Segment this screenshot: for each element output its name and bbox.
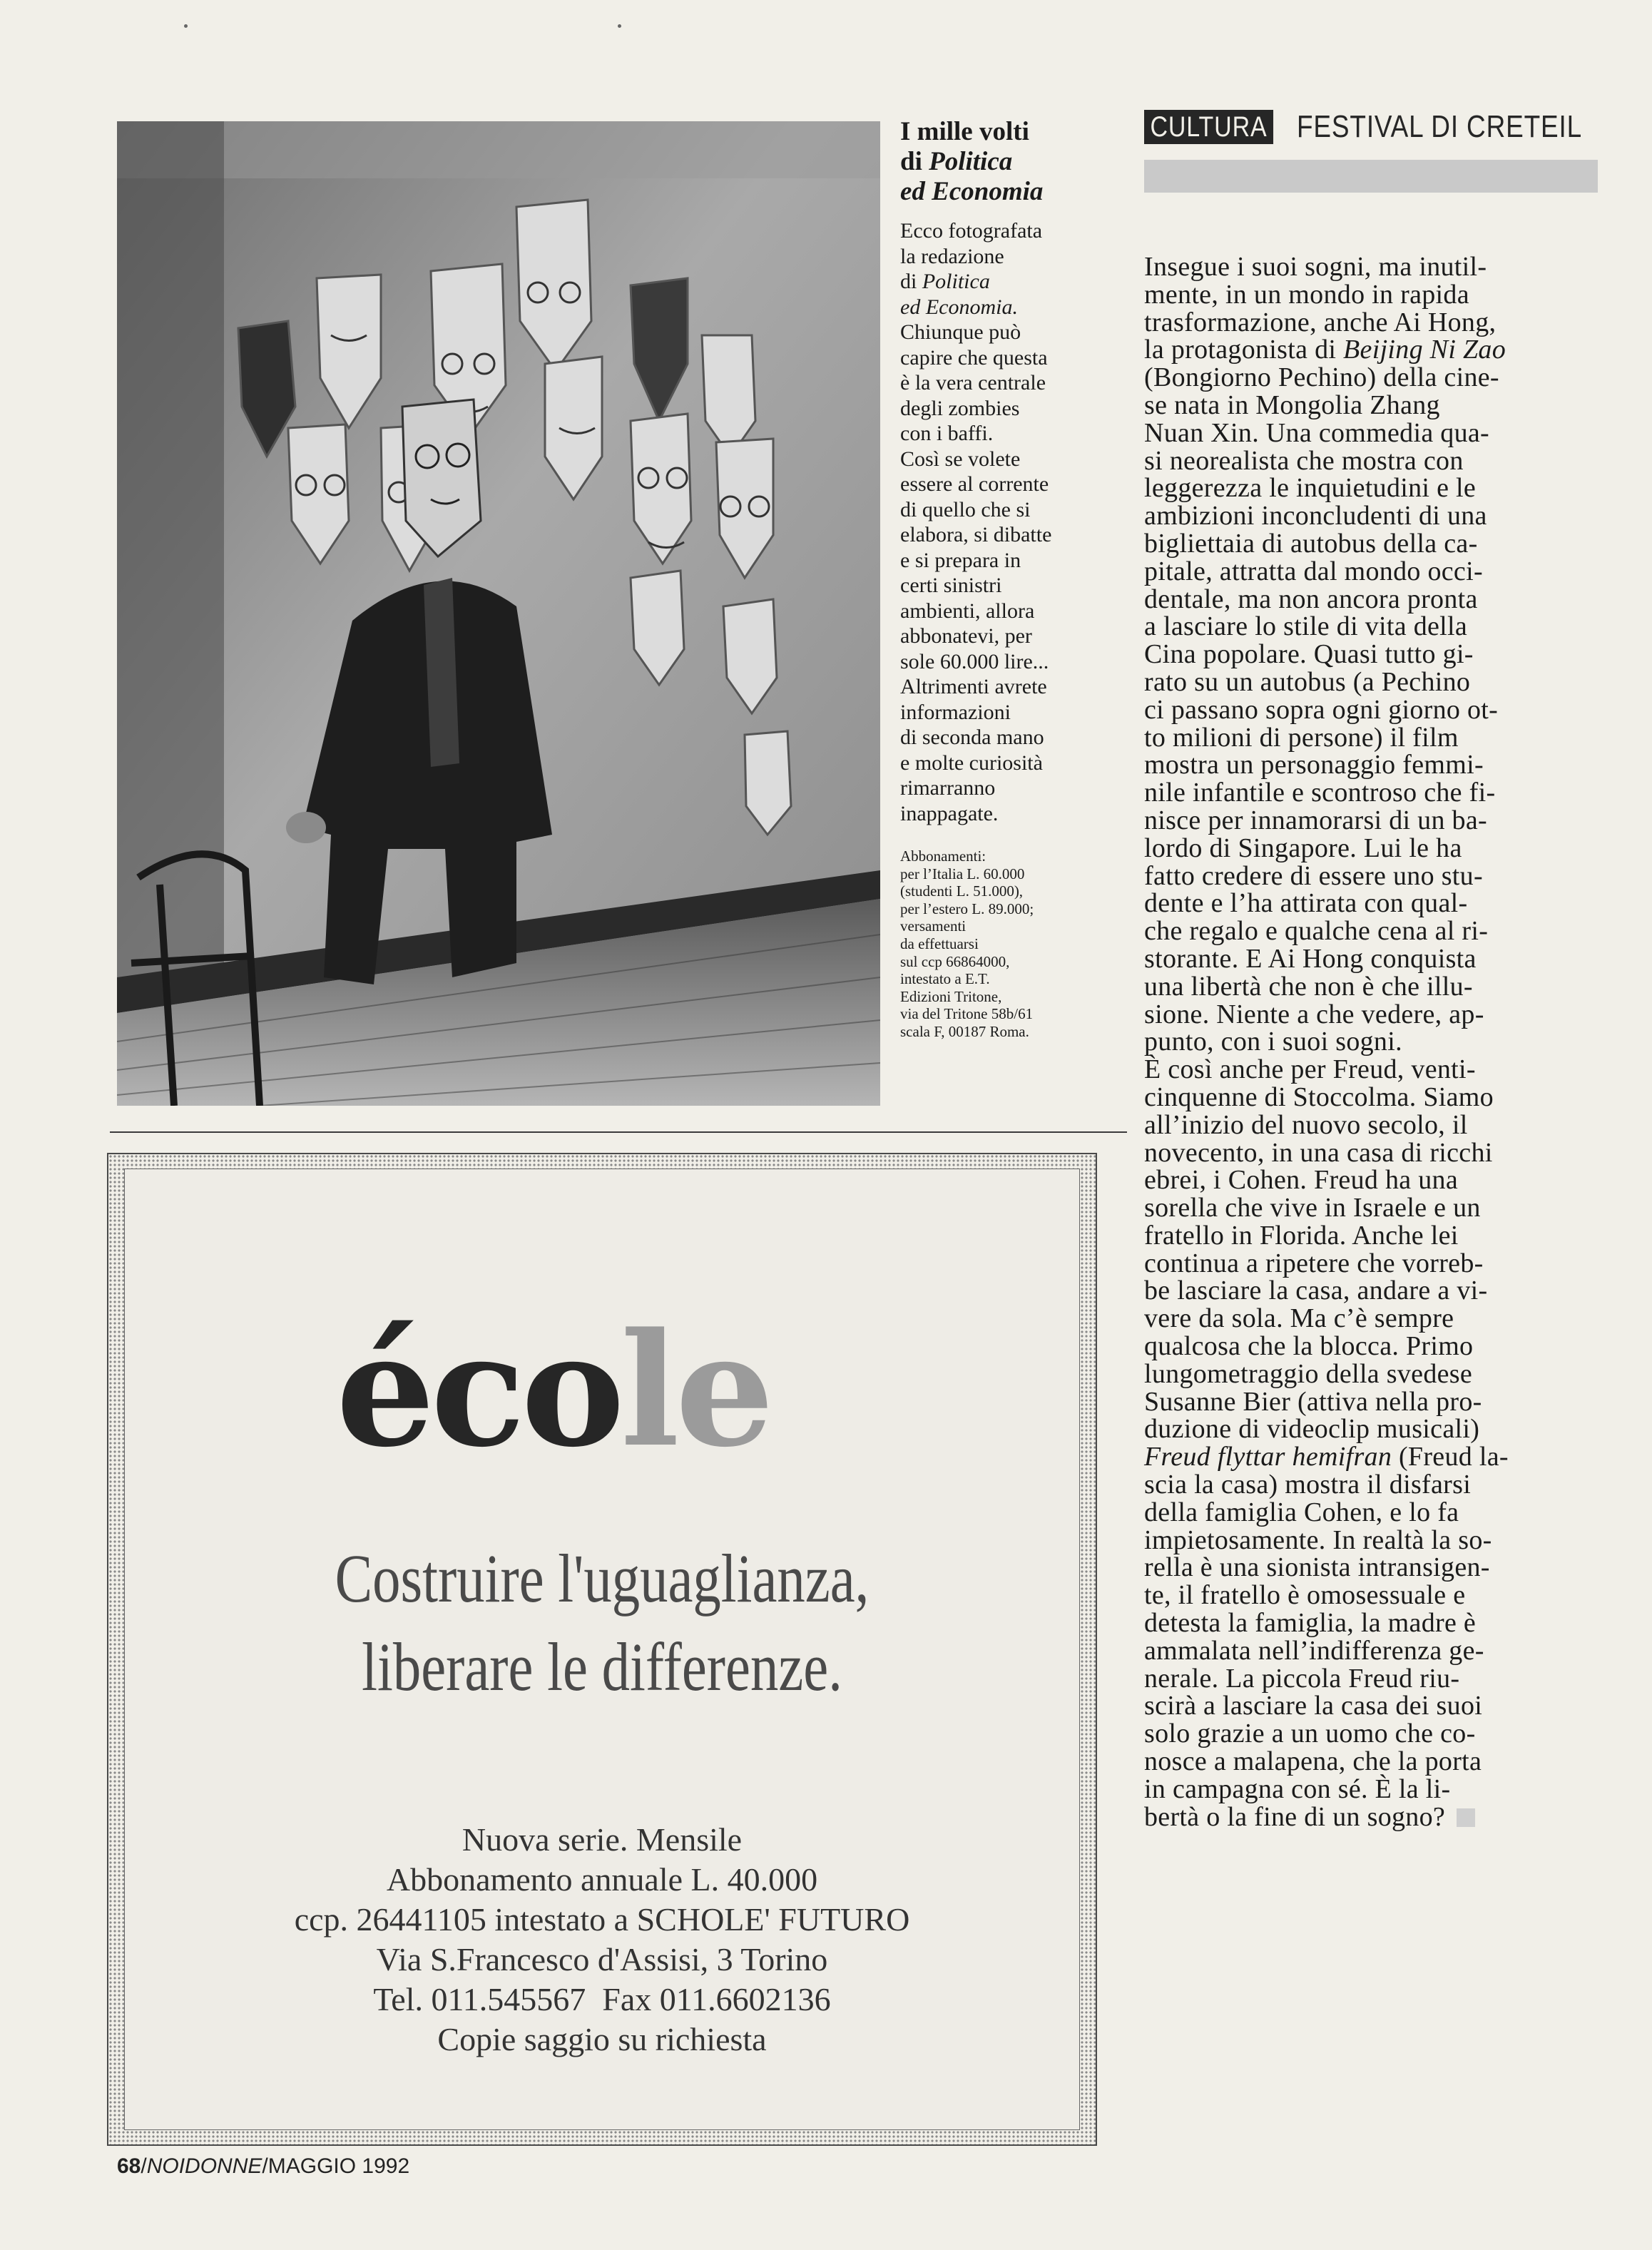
ad-tagline [210, 1534, 993, 1711]
caption-line: informazioni [900, 700, 1011, 724]
caption-line: la redazione [900, 244, 1004, 268]
ad-tagline-line: liberare le differenze. [362, 1629, 842, 1705]
subscription-line: intestato a E.T. [900, 970, 990, 988]
article-line: Nuan Xin. Una commedia qua- [1144, 417, 1490, 448]
article-line: nisce per innamorarsi di un ba- [1144, 805, 1487, 835]
subscription-line: via del Tritone 58b/61 [900, 1005, 1034, 1023]
subscription-info [900, 847, 1114, 1041]
caption-line: inappagate. [900, 801, 999, 825]
magazine-name: NOIDONNE [146, 2154, 262, 2178]
subscription-line: Edizioni Tritone, [900, 987, 1002, 1005]
article-line: ambizioni inconcludenti di una [1144, 501, 1487, 531]
article-line: all’inizio del nuovo secolo, il [1144, 1109, 1468, 1140]
section-header [1144, 110, 1598, 148]
article-line: sione. Niente a che vedere, ap- [1144, 999, 1484, 1029]
subscription-line: per l’estero L. 89.000; [900, 900, 1034, 917]
article-line: rella è una sionista intransigen- [1144, 1552, 1490, 1583]
article-line: in campagna con sé. È la li- [1144, 1773, 1451, 1804]
issue-date: MAGGIO 1992 [267, 2154, 410, 2178]
article-line: se nata in Mongolia Zhang [1144, 390, 1440, 420]
page-number: 68 [117, 2154, 141, 2178]
ad-panel [124, 1169, 1080, 2130]
print-speck [618, 24, 621, 28]
article-line: Susanne Bier (attiva nella pro- [1144, 1386, 1482, 1417]
article-line: leggerezza le inquietudini e le [1144, 473, 1477, 504]
caption-line: di Politica [900, 270, 990, 293]
subscription-line: versamenti [900, 917, 967, 935]
ad-info-line: Tel. 011.545567 Fax 011.6602136 [373, 1981, 831, 2017]
article-line: duzione di videoclip musicali) [1144, 1414, 1480, 1445]
caption-line: essere al corrente [900, 472, 1049, 496]
caption-title-line: ed Economia [900, 177, 1044, 206]
footer-separator: / [262, 2154, 268, 2178]
article-line: cinquenne di Stoccolma. Siamo [1144, 1081, 1494, 1112]
article-line: be lasciare la casa, andare a vi- [1144, 1276, 1488, 1306]
article-line: ebrei, i Cohen. Freud ha una [1144, 1165, 1459, 1196]
subscription-line: per l’Italia L. 60.000 [900, 865, 1025, 882]
print-speck [184, 24, 188, 28]
caption-line: Altrimenti avrete [900, 675, 1047, 698]
article-line: ci passano sopra ogni giorno ot- [1144, 694, 1499, 725]
ad-logo-tail: le [620, 1299, 770, 1482]
ad-info [125, 1820, 1079, 2060]
ad-info-line: ccp. 26441105 intestato a SCHOLE' FUTURO [294, 1901, 910, 1938]
page-footer [117, 2154, 409, 2179]
article-line: te, il fratello è omosessuale e [1144, 1580, 1466, 1611]
editorial-photo [117, 121, 880, 1106]
article-line: (Bongiorno Pechino) della cine- [1144, 362, 1499, 393]
subscription-line: scala F, 00187 Roma. [900, 1022, 1029, 1040]
article-line: ammalata nell’indifferenza ge- [1144, 1635, 1484, 1666]
caption-line: di quello che si [900, 497, 1031, 521]
caption-line: e si prepara in [900, 548, 1021, 572]
photo-caption [900, 117, 1114, 1041]
caption-line: certi sinistri [900, 574, 1002, 597]
article-line: lungometraggio della svedese [1144, 1358, 1473, 1389]
caption-title-line: I mille volti [900, 117, 1029, 146]
ad-logo [336, 1299, 770, 1482]
article-line: detesta la famiglia, la madre è [1144, 1608, 1477, 1639]
caption-line: e molte curiosità [900, 750, 1043, 775]
article-line: nosce a malapena, che la porta [1144, 1746, 1482, 1777]
caption-line: rimarranno [900, 776, 996, 800]
caption-line: capire che questa [900, 345, 1048, 370]
footer-separator: / [141, 2154, 147, 2178]
section-tag: CULTURA [1144, 110, 1273, 144]
caption-line: Così se volete [900, 447, 1021, 471]
article-line: che regalo e qualche cena al ri- [1144, 916, 1489, 947]
article-line: si neorealista che mostra con [1144, 445, 1464, 476]
article-line: nile infantile e scontroso che fi- [1144, 778, 1496, 808]
article-line: Freud flyttar hemifran (Freud la- [1144, 1442, 1509, 1472]
photo-illustration [117, 121, 880, 1106]
caption-line: Ecco fotografata [900, 219, 1043, 243]
article-line: Cina popolare. Quasi tutto gi- [1144, 639, 1474, 670]
article-line: bigliettaia di autobus della ca- [1144, 528, 1478, 559]
caption-line: abbonatevi, per [900, 624, 1032, 648]
ad-info-line: Abbonamento annuale L. 40.000 [386, 1861, 818, 1898]
subscription-line: da effettuarsi [900, 935, 979, 952]
caption-line: Chiunque può [900, 320, 1021, 344]
article-line: vere da sola. Ma c’è sempre [1144, 1303, 1454, 1334]
article-line: storante. E Ai Hong conquista [1144, 943, 1477, 974]
article-line: la protagonista di Beijing Ni Zao [1144, 335, 1506, 365]
article-line: mente, in un mondo in rapida [1144, 279, 1469, 310]
ecole-advertisement [107, 1153, 1097, 2146]
article-line: trasformazione, anche Ai Hong, [1144, 307, 1497, 337]
article-line: scirà a lasciare la casa dei suoi [1144, 1691, 1483, 1721]
article-line: scia la casa) mostra il disfarsi [1144, 1470, 1472, 1500]
article-body [1144, 253, 1601, 1831]
caption-line: di seconda mano [900, 726, 1044, 749]
article-line: qualcosa che la blocca. Primo [1144, 1331, 1474, 1362]
ad-info-line: Nuova serie. Mensile [462, 1821, 743, 1858]
article-line: to milioni di persone) il film [1144, 722, 1459, 753]
article-line: lordo di Singapore. Lui le ha [1144, 833, 1462, 863]
article-line: Insegue i suoi sogni, ma inutil- [1144, 252, 1487, 282]
caption-line: con i baffi. [900, 422, 994, 445]
article-line: una libertà che non è che illu- [1144, 971, 1473, 1002]
caption-line: ed Economia. [900, 295, 1018, 319]
article-line: È così anche per Freud, venti- [1144, 1054, 1476, 1085]
subscription-line: (studenti L. 51.000), [900, 882, 1024, 900]
article-line: rato su un autobus (a Pechino [1144, 666, 1471, 697]
article-line: nerale. La piccola Freud riu- [1144, 1663, 1460, 1694]
article-line: novecento, in una casa di ricchi [1144, 1137, 1493, 1168]
caption-line: sole 60.000 lire... [900, 649, 1049, 673]
caption-title [900, 117, 1114, 207]
caption-title-line: di Politica [900, 147, 1013, 176]
header-rule [1144, 160, 1598, 193]
divider [110, 1131, 1127, 1133]
article-line: punto, con i suoi sogni. [1144, 1027, 1402, 1057]
article-line: fatto credere di essere uno stu- [1144, 860, 1483, 891]
article-line: dentale, ma non ancora pronta [1144, 584, 1478, 614]
article-line: fratello in Florida. Anche lei [1144, 1220, 1459, 1251]
article-line: solo grazie a un uomo che co- [1144, 1719, 1476, 1749]
article-line: pitale, attratta dal mondo occi- [1144, 556, 1483, 586]
caption-line: elabora, si dibatte [900, 523, 1052, 546]
ad-info-line: Copie saggio su richiesta [437, 2021, 767, 2057]
subscription-line: Abbonamenti: [900, 847, 986, 865]
article-line: della famiglia Cohen, e lo fa [1144, 1497, 1459, 1527]
article-line: impietosamente. In realtà la so- [1144, 1524, 1492, 1555]
caption-line: degli zombies [900, 396, 1020, 420]
ad-logo-main: éco [336, 1299, 621, 1482]
ad-info-line: Via S.Francesco d'Assisi, 3 Torino [376, 1941, 828, 1977]
ad-tagline-line: Costruire l'uguaglianza, [335, 1540, 870, 1617]
article-line: bertà o la fine di un sogno? [1144, 1803, 1601, 1831]
article-line: dente e l’ha attirata con qual- [1144, 888, 1468, 919]
caption-line: ambienti, allora [900, 599, 1035, 623]
article-line: a lasciare lo stile di vita della [1144, 611, 1468, 642]
caption-line: è la vera centrale [900, 371, 1046, 394]
caption-body [900, 218, 1114, 826]
article-line: continua a ripetere che vorreb- [1144, 1248, 1484, 1278]
subscription-line: sul ccp 66864000, [900, 952, 1010, 970]
article-line: sorella che vive in Israele e un [1144, 1193, 1481, 1223]
article-line: mostra un personaggio femmi- [1144, 750, 1484, 780]
section-title: FESTIVAL DI CRETEIL [1297, 109, 1583, 144]
end-of-article-mark [1457, 1808, 1475, 1827]
